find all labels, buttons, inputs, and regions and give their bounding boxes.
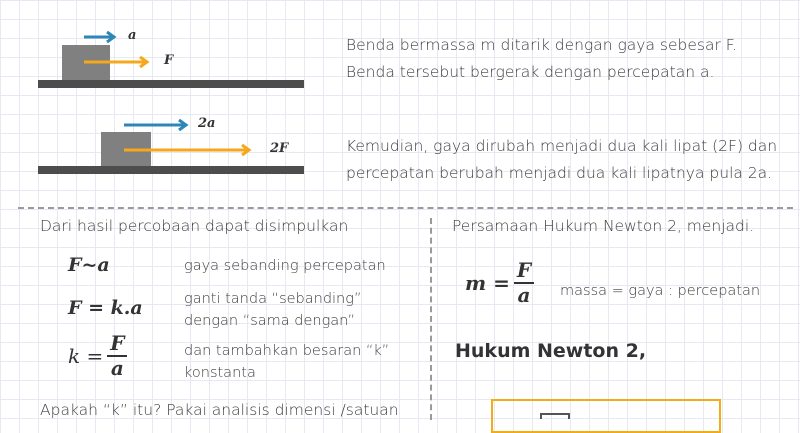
equation-k-desc <box>184 340 389 384</box>
equation-proportional-desc: gaya sebanding percepatan <box>184 258 386 274</box>
equation-constant-desc-line-2: dengan “sama dengan” <box>184 313 356 329</box>
equation-k-desc-line-1: dan tambahkan besaran “k” <box>184 343 390 359</box>
accel-label-2: 2a <box>198 116 216 131</box>
equation-proportional: F~a <box>68 254 110 276</box>
equation-mass-denominator: a <box>517 283 531 307</box>
dimension-question: Apakah “k” itu? Pakai analisis dimensi /satuan <box>40 401 399 419</box>
accel-arrow-2 <box>124 120 186 130</box>
force-label-1: F <box>164 53 174 68</box>
force-label-2: 2F <box>270 141 289 156</box>
horizontal-divider <box>18 207 793 209</box>
equation-constant: F = k.a <box>68 297 143 319</box>
formula-box <box>491 399 721 433</box>
paragraph-1-line-1: Benda bermassa m ditarik dengan gaya sebesar F. <box>346 36 738 54</box>
conclusion-heading: Dari hasil percobaan dapat disimpulkan <box>40 217 349 235</box>
equation-k-numerator: F <box>107 333 127 357</box>
newton-equation-heading: Persamaan Hukum Newton 2, menjadi. <box>452 217 755 235</box>
equation-k-lhs: k = <box>68 344 104 368</box>
equation-mass-fraction <box>514 260 534 306</box>
paragraph-2 <box>346 133 796 187</box>
diagram-1 <box>0 0 330 100</box>
equation-mass-lhs: m = <box>465 271 510 295</box>
equation-mass-desc: massa = gaya : percepatan <box>560 283 761 299</box>
floor-2 <box>38 166 304 174</box>
paragraph-2-line-1: Kemudian, gaya dirubah menjadi dua kali lipat (2F) dan <box>346 137 778 155</box>
paragraph-2-line-2: percepatan berubah menjadi dua kali lipatnya pula 2a. <box>346 164 773 182</box>
equation-constant-desc <box>184 288 361 332</box>
equation-mass-numerator: F <box>514 260 534 284</box>
paragraph-1 <box>346 32 786 86</box>
accel-arrow-1 <box>84 32 114 42</box>
floor-1 <box>38 80 304 88</box>
formula-box-content-top <box>540 413 570 419</box>
vertical-divider <box>430 218 432 420</box>
equation-k-desc-line-2: konstanta <box>184 365 256 381</box>
newton-2-title: Hukum Newton 2, <box>455 340 647 362</box>
equation-k-fraction <box>107 333 127 379</box>
equation-mass <box>465 260 534 306</box>
equation-k <box>68 333 127 379</box>
accel-label-1: a <box>128 28 137 43</box>
equation-constant-desc-line-1: ganti tanda “sebanding” <box>184 291 362 307</box>
paragraph-1-line-2: Benda tersebut bergerak dengan percepatan a. <box>346 63 715 81</box>
equation-k-denominator: a <box>110 356 124 380</box>
